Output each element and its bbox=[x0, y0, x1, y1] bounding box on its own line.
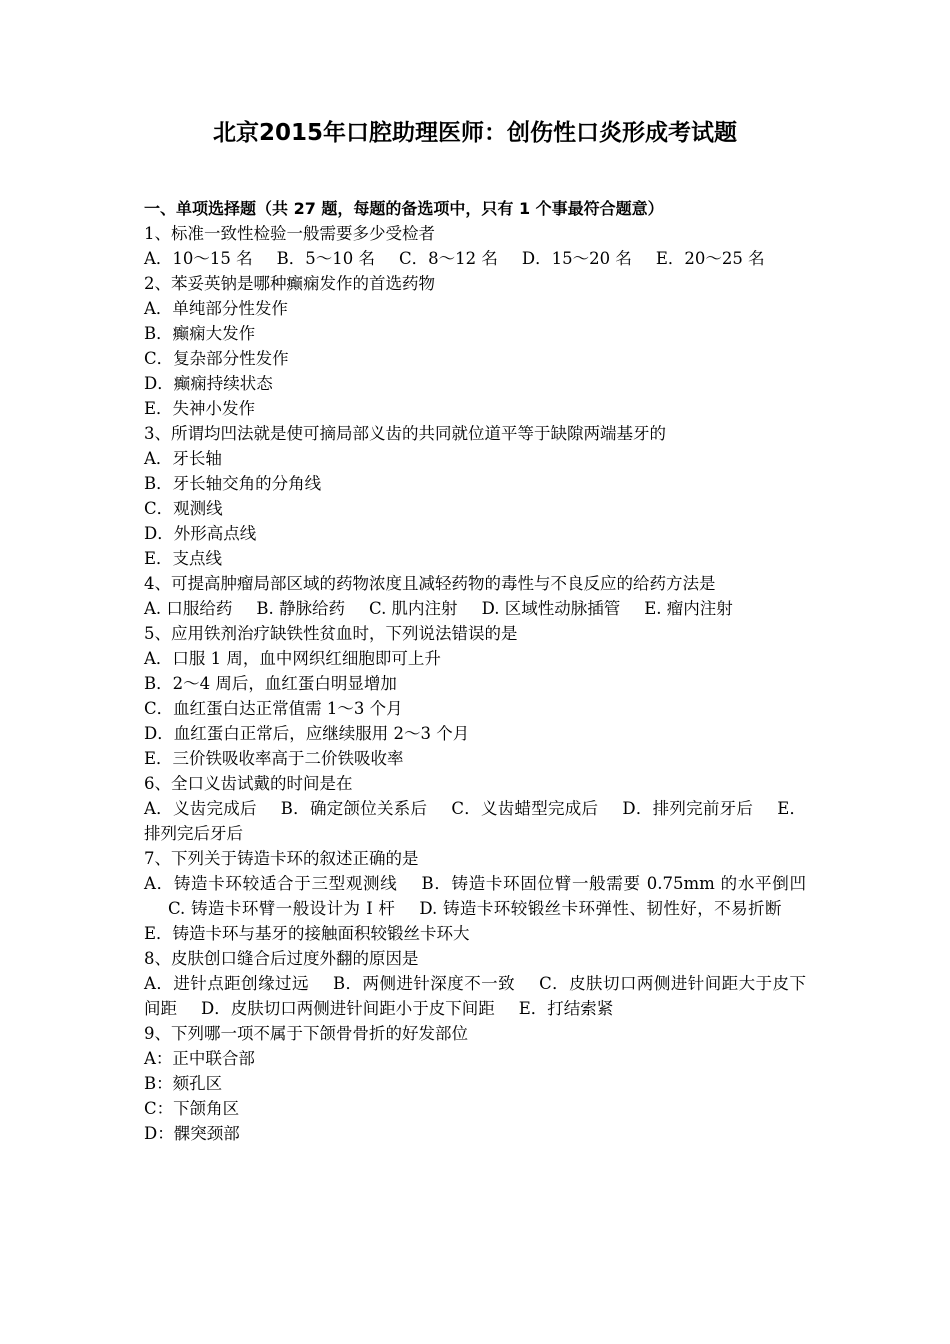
option-row bbox=[144, 871, 806, 946]
document-title: 北京2015年口腔助理医师：创伤性口炎形成考试题 bbox=[212, 120, 737, 146]
option-a: A．进针点距创缘过远 bbox=[144, 974, 309, 993]
option-d: D．排列完前牙后 bbox=[622, 799, 754, 818]
question-3 bbox=[144, 421, 806, 571]
option-e: E．排列完后牙后 bbox=[144, 799, 806, 843]
option-b: B．确定颌位关系后 bbox=[280, 799, 428, 818]
question-5 bbox=[144, 621, 806, 771]
question-2 bbox=[144, 271, 806, 421]
option-d: D. 铸造卡环较锻丝卡环弹性、韧性好，不易折断 bbox=[419, 899, 782, 918]
question-stem: 4、可提高肿瘤局部区域的药物浓度且减轻药物的毒性与不良反应的给药方法是 bbox=[144, 574, 716, 593]
option-b: B．2～4 周后，血红蛋白明显增加 bbox=[144, 674, 397, 693]
option-a: A．铸造卡环较适合于三型观测线 bbox=[144, 874, 398, 893]
question-4 bbox=[144, 571, 806, 621]
option-c: C．8～12 名 bbox=[399, 249, 498, 268]
option-a: A．单纯部分性发作 bbox=[144, 299, 288, 318]
option-d: D．血红蛋白正常后，应继续服用 2～3 个月 bbox=[144, 724, 470, 743]
option-c: C．义齿蜡型完成后 bbox=[451, 799, 599, 818]
option-e: E．20～25 名 bbox=[655, 249, 765, 268]
question-7 bbox=[144, 846, 806, 946]
question-stem: 5、应用铁剂治疗缺铁性贫血时，下列说法错误的是 bbox=[144, 624, 518, 643]
option-b: B．5～10 名 bbox=[276, 249, 376, 268]
option-c: C. 肌内注射 bbox=[369, 599, 458, 618]
option-d: D．15～20 名 bbox=[521, 249, 632, 268]
option-c: C. 铸造卡环臂一般设计为 I 杆 bbox=[168, 899, 396, 918]
option-a: A. 口服给药 bbox=[144, 599, 233, 618]
option-d: D．外形高点线 bbox=[144, 524, 257, 543]
option-e: E．铸造卡环与基牙的接触面积较锻丝卡环大 bbox=[144, 924, 470, 943]
option-row bbox=[144, 971, 806, 1021]
question-6 bbox=[144, 771, 806, 846]
option-e: E．三价铁吸收率高于二价铁吸收率 bbox=[144, 749, 404, 768]
option-e: E. 瘤内注射 bbox=[644, 599, 733, 618]
option-e: E．打结索紧 bbox=[518, 999, 614, 1018]
option-c: C．观测线 bbox=[144, 499, 223, 518]
section-heading: 一、单项选择题（共 27 题，每题的备选项中，只有 1 个事最符合题意） bbox=[144, 199, 664, 218]
option-row bbox=[144, 596, 806, 621]
option-b: B. 静脉给药 bbox=[256, 599, 346, 618]
option-row bbox=[144, 796, 806, 846]
option-row bbox=[144, 246, 806, 271]
option-a: A．口服 1 周，血中网织红细胞即可上升 bbox=[144, 649, 441, 668]
option-b: B．牙长轴交角的分角线 bbox=[144, 474, 322, 493]
option-d: D. 区域性动脉插管 bbox=[481, 599, 621, 618]
option-b: B．铸造卡环固位臂一般需要 0.75mm 的水平倒凹 bbox=[421, 874, 806, 893]
question-stem: 6、全口义齿试戴的时间是在 bbox=[144, 774, 353, 793]
option-c: C．皮肤切口两侧进针间距大于皮下间距 bbox=[144, 974, 806, 1018]
question-9 bbox=[144, 1021, 806, 1146]
question-stem: 2、苯妥英钠是哪种癫痫发作的首选药物 bbox=[144, 274, 435, 293]
option-e: E．支点线 bbox=[144, 549, 223, 568]
option-d: D．皮肤切口两侧进针间距小于皮下间距 bbox=[201, 999, 495, 1018]
option-c: C．复杂部分性发作 bbox=[144, 349, 289, 368]
option-a: A．10～15 名 bbox=[144, 249, 253, 268]
option-d: D．癫痫持续状态 bbox=[144, 374, 273, 393]
question-8 bbox=[144, 946, 806, 1021]
document-body bbox=[144, 196, 806, 1146]
option-c: C：下颌角区 bbox=[144, 1099, 240, 1118]
option-e: E．失神小发作 bbox=[144, 399, 256, 418]
option-a: A．牙长轴 bbox=[144, 449, 222, 468]
question-stem: 8、皮肤创口缝合后过度外翻的原因是 bbox=[144, 949, 419, 968]
question-1 bbox=[144, 221, 806, 271]
option-b: B．两侧进针深度不一致 bbox=[332, 974, 516, 993]
option-d: D：髁突颈部 bbox=[144, 1124, 240, 1143]
question-stem: 7、下列关于铸造卡环的叙述正确的是 bbox=[144, 849, 419, 868]
option-b: B：颏孔区 bbox=[144, 1074, 223, 1093]
question-stem: 3、所谓均凹法就是使可摘局部义齿的共同就位道平等于缺隙两端基牙的 bbox=[144, 424, 666, 443]
option-a: A：正中联合部 bbox=[144, 1049, 255, 1068]
option-c: C．血红蛋白达正常值需 1～3 个月 bbox=[144, 699, 403, 718]
question-stem: 9、下列哪一项不属于下颌骨骨折的好发部位 bbox=[144, 1024, 468, 1043]
option-a: A．义齿完成后 bbox=[144, 799, 257, 818]
option-b: B．癫痫大发作 bbox=[144, 324, 256, 343]
question-stem: 1、标准一致性检验一般需要多少受检者 bbox=[144, 224, 435, 243]
